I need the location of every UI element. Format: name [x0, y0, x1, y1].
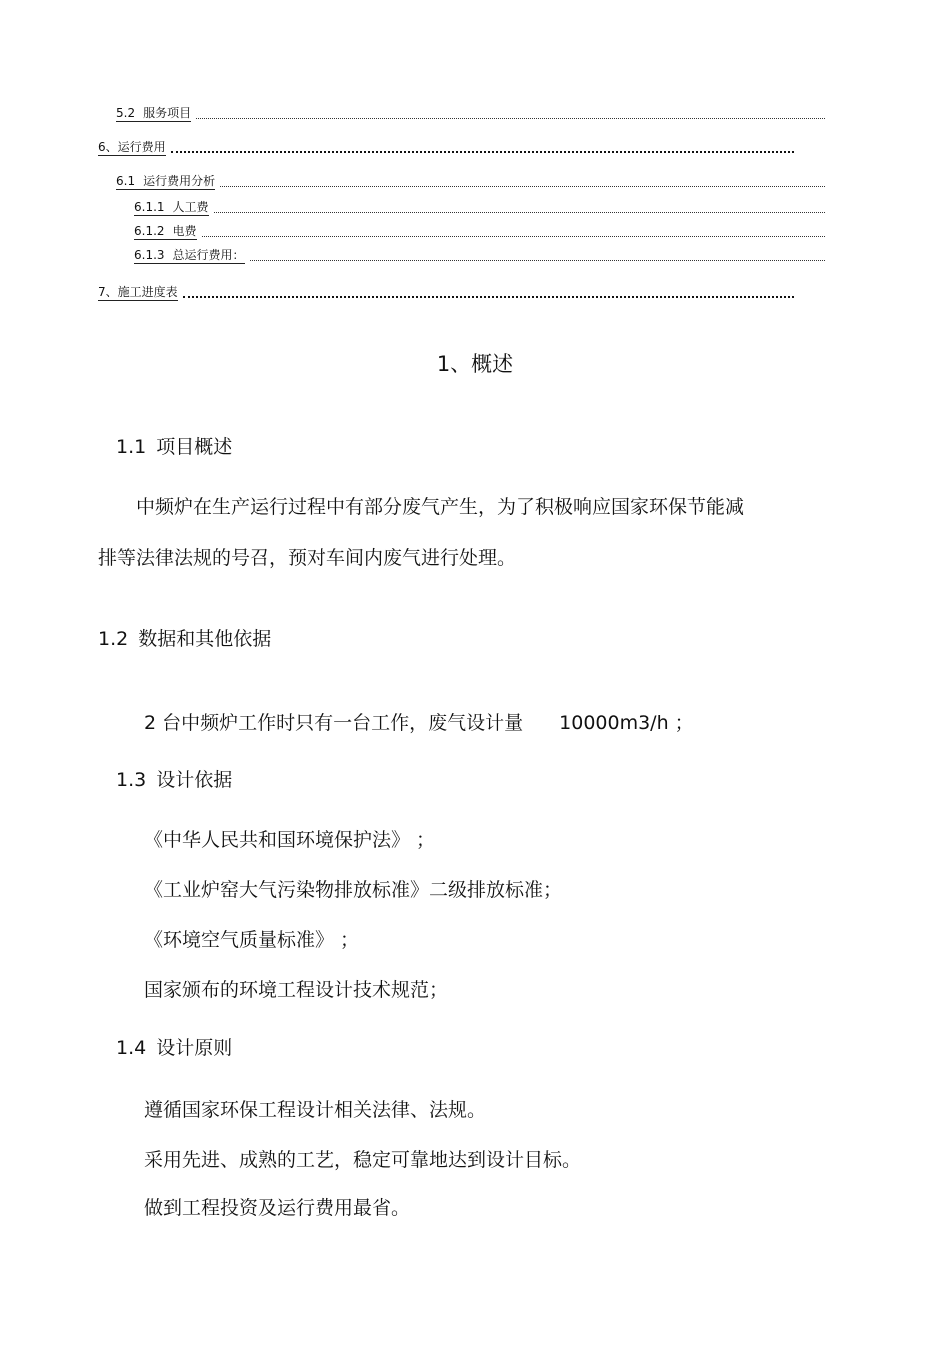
design-volume-text: 2 台中频炉工作时只有一台工作，废气设计量 — [144, 712, 524, 734]
subsection-heading-1-4 — [116, 1033, 232, 1060]
heading-title: 数据和其他依据 — [138, 628, 272, 650]
toc-leader-dots — [214, 212, 825, 213]
toc-title: 服务项目 — [143, 106, 192, 120]
basis-item: 《工业炉窑大气污染物排放标准》二级排放标准； — [144, 879, 563, 901]
subsection-heading-1-1 — [116, 432, 232, 459]
heading-title: 设计依据 — [156, 769, 233, 791]
toc-number: 6.1 — [116, 174, 136, 188]
toc-entry-6-1-2[interactable] — [134, 224, 825, 240]
toc-title: 运行费用分析 — [143, 174, 216, 188]
toc-label — [98, 285, 178, 301]
basis-item: 《环境空气质量标准》 ； — [144, 929, 360, 951]
toc-label — [116, 174, 215, 190]
section-title: 1、概述 — [436, 352, 514, 376]
toc-title: 运行费用 — [117, 140, 166, 154]
paragraph-line: 排等法律法规的号召，预对车间内废气进行处理。 — [98, 547, 517, 569]
toc-number: 6.1.1 — [134, 200, 165, 214]
heading-number: 1.2 — [98, 628, 129, 650]
toc-label — [134, 224, 197, 240]
toc-number: 6.1.3 — [134, 248, 165, 262]
toc-leader-dots — [220, 186, 825, 187]
heading-number: 1.3 — [116, 769, 147, 791]
toc-entry-6-1[interactable] — [116, 174, 825, 190]
heading-title: 项目概述 — [156, 436, 233, 458]
design-volume-line — [144, 708, 694, 735]
principle-item: 采用先进、成熟的工艺，稳定可靠地达到设计目标。 — [144, 1149, 582, 1171]
toc-leader-dots — [196, 118, 825, 119]
toc-title: 施工进度表 — [117, 285, 178, 299]
toc-number: 6.1.2 — [134, 224, 165, 238]
toc-leader-dots — [202, 236, 825, 237]
toc-number: 7、 — [98, 285, 118, 299]
heading-number: 1.4 — [116, 1037, 147, 1059]
basis-item: 《中华人民共和国环境保护法》 ； — [144, 829, 436, 851]
toc-entry-6-1-3[interactable] — [134, 248, 825, 264]
subsection-heading-1-3 — [116, 765, 232, 792]
paragraph-line: 中频炉在生产运行过程中有部分废气产生，为了积极响应国家环保节能减 — [136, 496, 745, 518]
toc-label — [134, 200, 209, 216]
toc-number: 5.2 — [116, 106, 136, 120]
toc-label — [116, 106, 191, 122]
toc-leader-dots — [171, 151, 794, 153]
toc-title: 人工费 — [172, 200, 209, 214]
toc-title: 总运行费用： — [172, 248, 245, 262]
principle-item: 遵循国家环保工程设计相关法律、法规。 — [144, 1099, 487, 1121]
toc-entry-7[interactable] — [98, 285, 794, 301]
toc-leader-dots — [250, 260, 825, 261]
heading-title: 设计原则 — [156, 1037, 233, 1059]
heading-number: 1.1 — [116, 436, 147, 458]
toc-number: 6、 — [98, 140, 118, 154]
principle-item: 做到工程投资及运行费用最省。 — [144, 1197, 411, 1219]
toc-label — [134, 248, 245, 264]
toc-entry-5-2[interactable] — [116, 106, 825, 122]
toc-title: 电费 — [172, 224, 197, 238]
design-volume-value: 10000m3/h ； — [559, 712, 694, 734]
toc-leader-dots — [183, 296, 794, 298]
toc-entry-6-1-1[interactable] — [134, 200, 825, 216]
basis-item: 国家颁布的环境工程设计技术规范； — [144, 979, 449, 1001]
toc-entry-6[interactable] — [98, 140, 794, 156]
subsection-heading-1-2 — [98, 624, 271, 651]
toc-label — [98, 140, 166, 156]
